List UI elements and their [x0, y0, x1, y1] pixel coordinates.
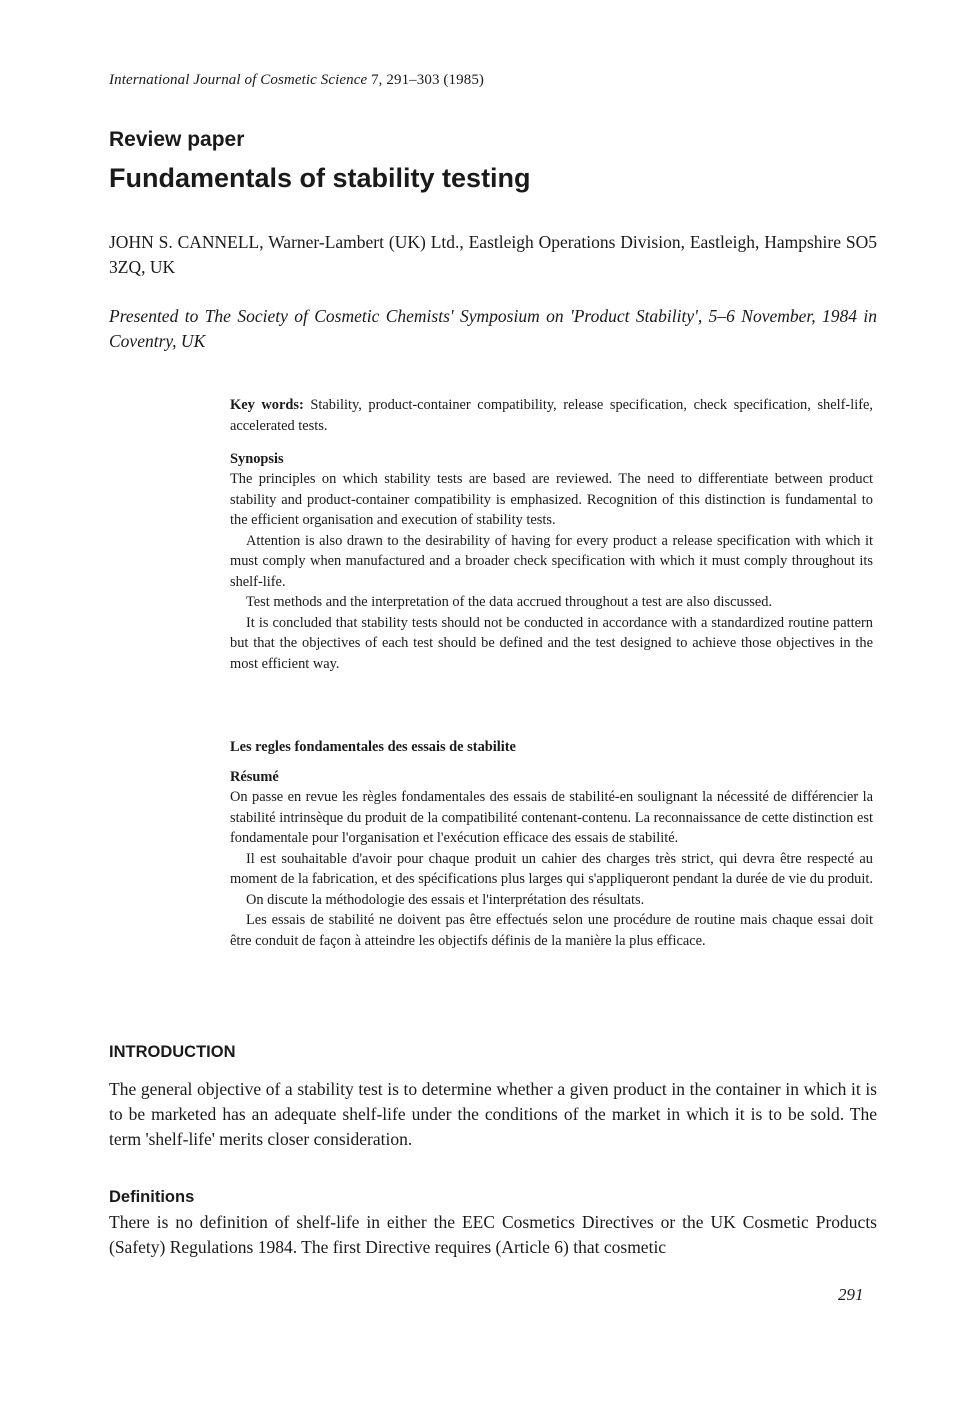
synopsis-paragraph: The principles on which stability tests are based are reviewed. The need to differentiate between product stability and product-container compatibility is emphasized. Recognition of this distinction is fundamental to the efficient organisation and execution of stability tests.: [230, 471, 873, 528]
resume-heading: Résumé: [230, 769, 279, 785]
article-type: Review paper: [109, 128, 245, 151]
resume-paragraph: On discute la méthodologie des essais et l'interprétation des résultats.: [246, 891, 645, 908]
synopsis-body: [230, 469, 873, 674]
introduction-heading: INTRODUCTION: [109, 1043, 236, 1061]
page-number: 291: [838, 1285, 864, 1304]
article-title: Fundamentals of stability testing: [109, 163, 531, 193]
introduction-body: [109, 1077, 877, 1152]
resume-body: [230, 787, 873, 951]
resume-paragraph: On passe en revue les règles fondamentales des essais de stabilité-en soulignant la nécessité de différencier la stabilité intrinsèque du produit de la compatibilité contenant-contenu. La reconnaissance de cette distinction est fondamentale pour l'organisation et l'exécution efficace des essais de stabilité.: [230, 789, 873, 846]
definitions-paragraph: There is no definition of shelf-life in either the EEC Cosmetics Directives or the UK Cosmetic Products (Safety) Regulations 1984. The first Directive requires (Article 6) that cosmetic: [109, 1212, 877, 1257]
keywords-text: Stability, product-container compatibility, release specification, check specification, shelf-life, accelerated tests.: [230, 397, 873, 434]
french-title: Les regles fondamentales des essais de stabilite: [230, 739, 516, 755]
introduction-paragraph: The general objective of a stability test is to determine whether a given product in the container in which it is to be marketed has an adequate shelf-life under the conditions of the market in which it is to be sold. The term 'shelf-life' merits closer consideration.: [109, 1079, 877, 1149]
definitions-body: [109, 1210, 877, 1260]
running-header: [109, 72, 484, 89]
resume-paragraph: Les essais de stabilité ne doivent pas être effectués selon une procédure de routine mais chaque essai doit être conduit de façon à atteindre les objectifs définis de la manière la plus efficace.: [230, 912, 873, 949]
resume-paragraph: Il est souhaitable d'avoir pour chaque produit un cahier des charges très strict, qui devra être respecté au moment de la fabrication, et des spécifications plus larges qui s'appliqueront pendant la durée de vie du produit.: [230, 850, 873, 887]
journal-name: International Journal of Cosmetic Science: [109, 72, 368, 88]
definitions-heading: Definitions: [109, 1188, 195, 1206]
author-affiliation: JOHN S. CANNELL, Warner-Lambert (UK) Ltd., Eastleigh Operations Division, Eastleigh, Hampshire SO5 3ZQ, UK: [109, 232, 877, 277]
synopsis-heading: Synopsis: [230, 451, 284, 467]
synopsis-paragraph: Test methods and the interpretation of the data accrued throughout a test are also discussed.: [246, 594, 773, 610]
journal-citation: 7, 291–303 (1985): [371, 72, 485, 88]
presentation-note: Presented to The Society of Cosmetic Chemists' Symposium on 'Product Stability', 5–6 November, 1984 in Coventry, UK: [109, 306, 877, 351]
synopsis-paragraph: Attention is also drawn to the desirability of having for every product a release specification with which it must comply when manufactured and a broader check specification with which it must comply throughout its shelf-life.: [230, 532, 873, 590]
synopsis-paragraph: It is concluded that stability tests should not be conducted in accordance with a standardized routine pattern but that the objectives of each test should be defined and the test designed to achieve those objectives in the most efficient way.: [230, 614, 873, 672]
keywords: [230, 395, 873, 436]
keywords-label: Key words:: [230, 397, 304, 413]
